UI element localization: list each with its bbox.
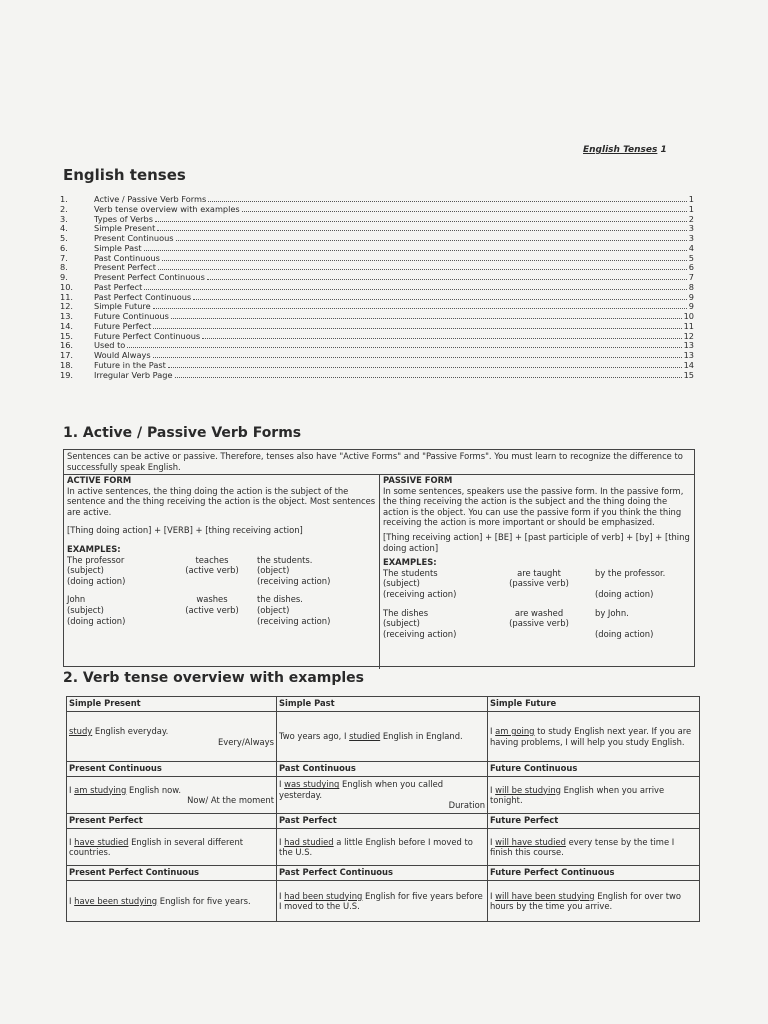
example-token: (subject) [383,618,420,629]
tense-example [277,777,488,814]
example-verb: am going [495,726,535,736]
toc-page-number: 15 [683,369,694,380]
tense-name: Simple Present [67,697,277,712]
toc-number: 4. [60,223,68,234]
tense-name: Past Perfect Continuous [277,866,488,881]
example-token: (active verb) [185,604,239,615]
toc-page-number: 13 [683,340,694,351]
toc-leader [127,347,681,348]
example-verb: study [69,726,93,736]
example-token: by the professor. [595,567,666,578]
toc-label: Verb tense overview with examples [94,203,240,214]
example-token: teaches [195,554,229,565]
toc-number: 14. [60,320,74,331]
toc-leader [155,221,687,222]
example-pre: I [490,784,496,795]
example-token: the dishes. [257,594,303,605]
active-form-text: In active sentences, the thing doing the action is the subject of the sentence and the thing receiving the action is the object. Most sentences are active. [67,485,376,517]
example-pre: I [69,784,75,795]
tense-example [67,712,277,762]
tense-example [67,777,277,814]
example-verb: have been studying [74,895,158,906]
toc-label: Simple Present [94,223,156,234]
example-verb: had been studying [284,890,363,901]
toc-page-number: 1 [688,203,694,214]
example-token [483,589,595,600]
toc-number: 2. [60,203,68,214]
example-token: washes [196,594,228,605]
example-post: English for over two hours by the time you arrive. [490,890,681,911]
tense-header-row [67,762,700,777]
example-pre: I [69,895,75,906]
toc-number: 1. [60,194,68,204]
toc-leader [202,338,681,339]
running-head-page: 1 [660,145,667,155]
example-token [595,578,695,589]
example-token [167,616,257,627]
toc-label: Present Perfect Continuous [94,272,205,282]
tense-example-row [67,777,700,814]
toc-page-number: 3 [688,223,694,234]
time-expression-note: Duration [448,800,485,811]
example-post: English for five years before I moved to the U.S. [279,890,483,911]
tense-example [277,712,488,762]
example-token: John [67,594,86,605]
example-post: English now. [126,784,182,795]
toc-label: Future Perfect Continuous [94,330,201,341]
toc-label: Simple Future [94,301,151,312]
example-token: are washed [514,607,564,618]
toc-page-number: 12 [683,330,694,341]
example-token: (object) [257,565,290,576]
active-example-1 [67,555,376,587]
passive-example-1 [383,568,691,600]
example-post: a little English before I moved to the U.S. [279,836,473,857]
toc-number: 13. [60,311,74,321]
example-post: to study English next year. If you are having problems, I will help you study English. [490,726,692,747]
toc-number: 9. [60,272,68,282]
tense-name: Simple Future [488,697,700,712]
example-token: The professor [67,554,125,565]
toc-page-number: 7 [688,272,694,282]
tense-example [67,881,277,922]
toc-entry[interactable] [60,371,694,381]
example-pre: I [490,726,496,736]
example-token [483,629,595,640]
toc-page-number: 11 [683,320,694,331]
example-verb: am studying [74,784,127,795]
toc-page-number: 13 [683,350,694,360]
example-token: the students. [257,554,313,565]
example-token: (receiving action) [383,628,457,639]
toc-number: 19. [60,369,74,380]
example-token: (passive verb) [509,578,569,589]
toc-number: 18. [60,359,74,370]
example-verb: will be studying [495,784,561,795]
section-1-heading: 1. Active / Passive Verb Forms [63,425,302,441]
passive-form-text: In some sentences, speakers use the passive form. In the passive form, the thing receiving the action is the subject and the thing doing the action is the object. You can use the passive form if you think the thing receiving the action is more important or should be emphasized. [383,485,684,528]
toc-leader [153,357,682,358]
example-token: (receiving action) [383,588,457,599]
tense-example [488,829,700,866]
toc-leader [162,260,687,261]
example-token: by John. [595,607,629,618]
example-token: (subject) [383,578,420,589]
tense-example-row [67,712,700,762]
active-form-column [64,475,379,669]
toc-number: 16. [60,340,74,351]
active-examples-label: EXAMPLES: [67,543,121,554]
example-post: English everyday. [92,726,169,736]
toc-leader [144,289,686,290]
example-post: English in England. [380,731,463,742]
verb-tense-table [66,696,700,922]
example-verb: have studied [74,836,129,847]
toc-label: Past Continuous [94,252,160,263]
toc-number: 10. [60,281,74,292]
example-pre: I [279,890,285,901]
time-expression-note: Every/Always [218,736,274,747]
passive-form-formula: [Thing receiving action] + [BE] + [past participle of verb] + [by] + [thing doing action] [383,531,690,553]
toc-leader [168,367,682,368]
tense-example [488,777,700,814]
toc-entry[interactable] [60,293,694,303]
tense-example [67,829,277,866]
toc-page-number: 4 [688,242,694,253]
toc-label: Would Always [94,350,151,360]
toc-number: 7. [60,252,68,263]
example-post: English when you called yesterday. [279,779,444,800]
tense-name: Future Perfect [488,814,700,829]
example-pre: I [279,779,285,790]
toc-leader [158,269,687,270]
example-verb: will have studied [495,836,566,847]
toc-number: 12. [60,301,74,312]
toc-label: Past Perfect [94,281,143,292]
toc-entry[interactable] [60,234,694,244]
example-verb: will have been studying [495,890,595,901]
toc-entry[interactable] [60,205,694,215]
example-verb: was studying [284,779,340,790]
document-title: English tenses [63,166,186,184]
tense-name: Past Perfect [277,814,488,829]
example-token: (passive verb) [509,618,569,629]
running-head-title: English Tenses [583,145,658,155]
tense-example-row [67,829,700,866]
tense-name: Present Continuous [67,762,277,777]
example-token: (receiving action) [257,575,331,586]
toc-entry[interactable] [60,215,694,225]
example-pre: I [490,890,496,901]
tense-header-row [67,814,700,829]
passive-form-column [379,475,694,669]
toc-label: Irregular Verb Page [94,369,173,380]
toc-label: Future Perfect [94,320,152,331]
toc-entry[interactable] [60,312,694,322]
example-token: (object) [257,604,290,615]
toc-number: 17. [60,350,74,360]
example-post: every tense by the time I finish this course. [490,836,675,857]
toc-leader [153,328,681,329]
tense-header-row [67,697,700,712]
active-form-formula: [Thing doing action] + [VERB] + [thing receiving action] [67,525,303,536]
tense-example-row [67,881,700,922]
example-token: are taught [517,567,561,578]
example-token: (doing action) [67,575,126,586]
tense-example [277,881,488,922]
toc-number: 5. [60,233,68,243]
toc-label: Past Perfect Continuous [94,291,192,302]
tense-example [488,881,700,922]
example-verb: studied [349,731,381,742]
example-token: The students [383,567,438,578]
active-passive-intro: Sentences can be active or passive. Therefore, tenses also have "Active Forms" and "Passive Forms". You must learn to recognize the difference to successfully speak English. [64,450,694,475]
example-token: (active verb) [185,565,239,576]
tense-example [488,712,700,762]
example-token: The dishes [383,607,429,618]
example-post: English when you arrive tonight. [490,784,665,805]
toc-page-number: 8 [688,281,694,292]
toc-page-number: 9 [688,291,694,302]
toc-number: 8. [60,262,68,273]
example-verb: had studied [284,836,334,847]
toc-entry[interactable] [60,273,694,283]
toc-label: Present Perfect [94,262,157,273]
example-token: (receiving action) [257,615,331,626]
tense-name: Future Perfect Continuous [488,866,700,881]
table-of-contents [60,195,694,380]
toc-leader [144,250,687,251]
example-pre: I [490,836,496,847]
example-token: (subject) [67,604,104,615]
active-passive-box [63,449,695,667]
example-pre: I [279,836,285,847]
toc-number: 11. [60,291,74,302]
tense-example [277,829,488,866]
toc-label: Active / Passive Verb Forms [94,194,207,204]
toc-number: 3. [60,213,68,224]
tense-name: Present Perfect Continuous [67,866,277,881]
toc-leader [176,240,687,241]
toc-leader [175,377,682,378]
toc-leader [157,230,687,231]
tense-name: Simple Past [277,697,488,712]
toc-entry[interactable] [60,332,694,342]
passive-form-header: PASSIVE FORM [383,475,453,485]
toc-number: 15. [60,330,74,341]
example-token [595,618,695,629]
example-token: (doing action) [595,588,654,599]
section-2-heading: 2. Verb tense overview with examples [63,670,364,686]
toc-label: Future Continuous [94,311,169,321]
toc-label: Simple Past [94,242,142,253]
toc-page-number: 9 [688,301,694,312]
toc-leader [208,201,687,202]
toc-number: 6. [60,242,68,253]
example-token: (subject) [67,565,104,576]
toc-label: Present Continuous [94,233,174,243]
example-token: (doing action) [595,628,654,639]
example-token [167,576,257,587]
example-post: English in several different countries. [69,836,244,857]
tense-name: Future Continuous [488,762,700,777]
passive-examples-label: EXAMPLES: [383,557,437,568]
toc-leader [242,211,687,212]
toc-entry[interactable] [60,341,694,351]
tense-name: Present Perfect [67,814,277,829]
active-form-header: ACTIVE FORM [67,475,132,485]
toc-leader [193,299,687,300]
toc-label: Used to [94,340,126,351]
example-pre: Two years ago, I [279,731,350,742]
running-head [583,145,667,155]
tense-name: Past Continuous [277,762,488,777]
toc-page-number: 5 [688,252,694,263]
toc-label: Future in the Past [94,359,166,370]
toc-page-number: 10 [683,311,694,321]
toc-page-number: 1 [688,194,694,204]
toc-leader [207,279,687,280]
toc-leader [153,308,687,309]
time-expression-note: Now/ At the moment [187,795,274,805]
toc-page-number: 2 [688,213,694,224]
toc-label: Types of Verbs [94,213,153,224]
example-pre: I [69,836,75,847]
toc-leader [171,318,682,319]
toc-page-number: 14 [683,359,694,370]
passive-example-2 [383,608,691,640]
example-post: English for five years. [157,895,251,906]
active-example-2 [67,594,376,626]
toc-page-number: 3 [688,233,694,243]
tense-header-row [67,866,700,881]
toc-page-number: 6 [688,262,694,273]
example-token: (doing action) [67,615,126,626]
